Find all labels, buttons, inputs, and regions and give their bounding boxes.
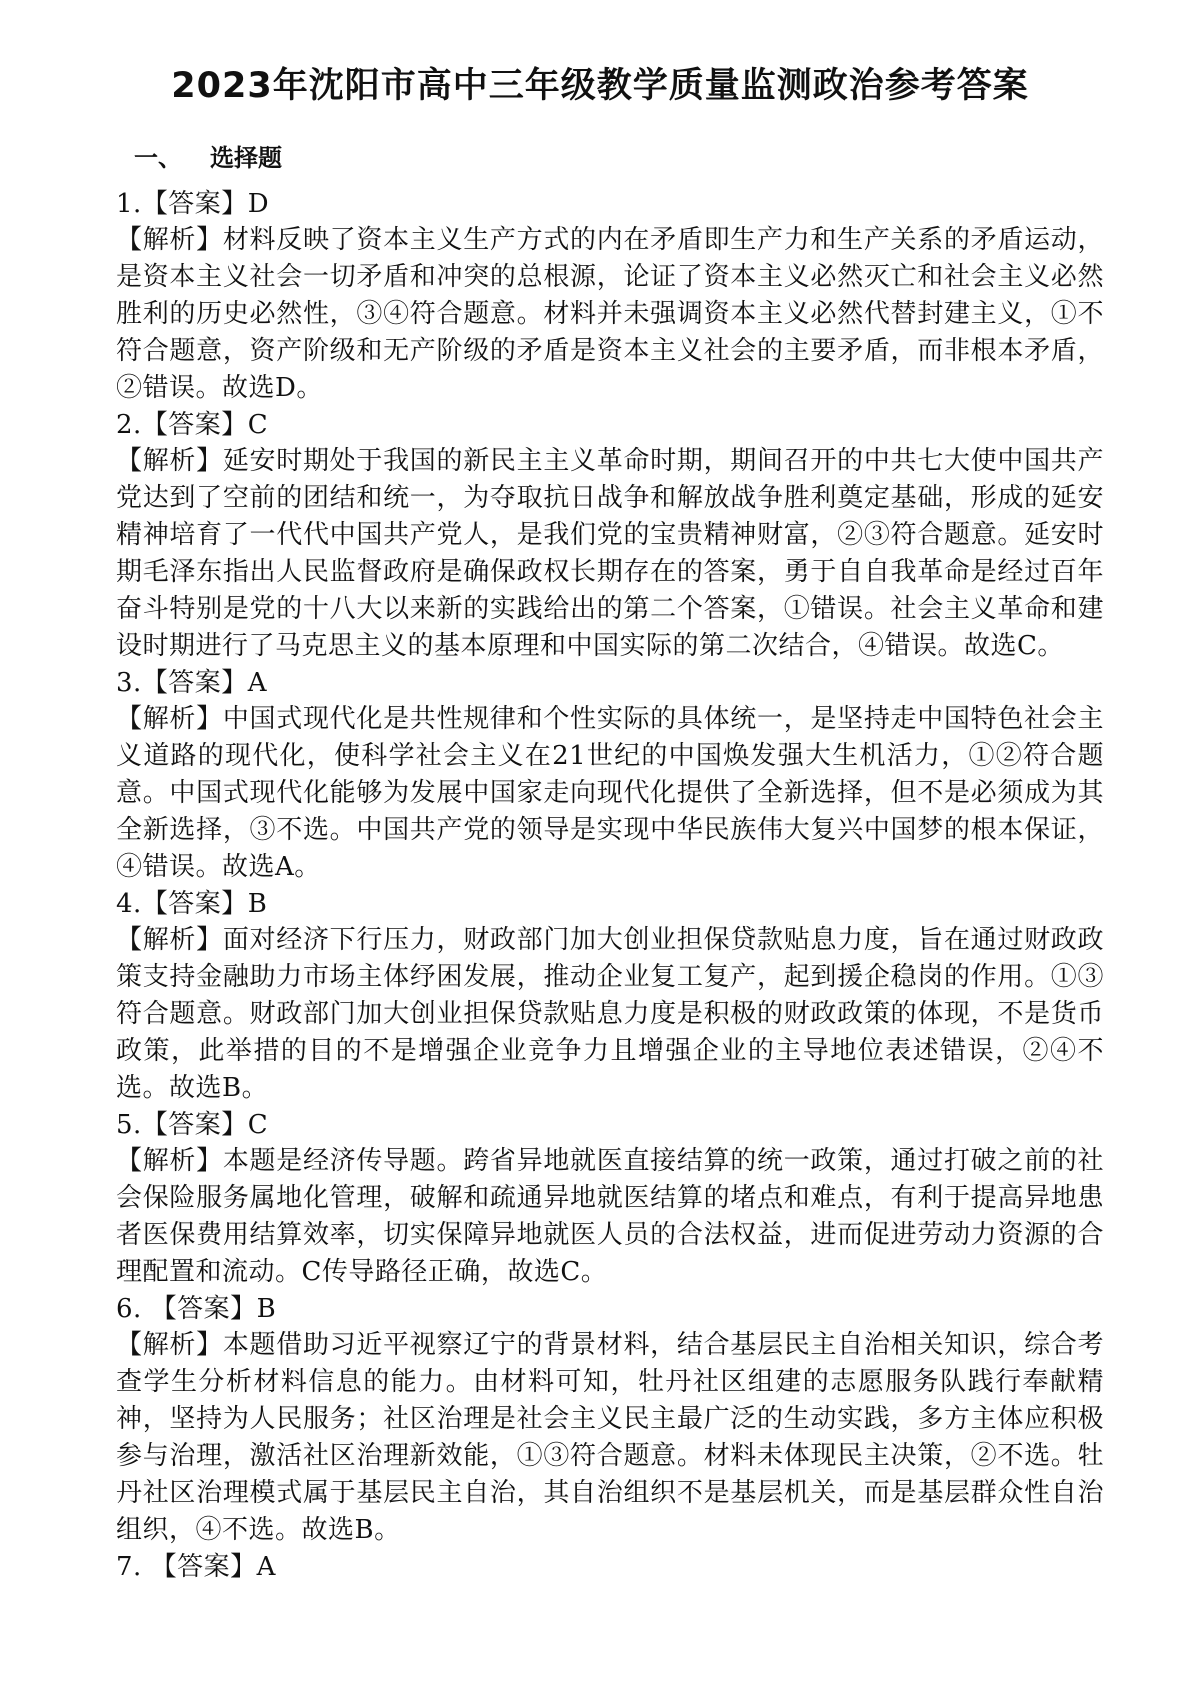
section-heading [134,138,1104,178]
answer-line: 4.【答案】B [116,889,268,919]
question-6 [116,1291,1104,1549]
question-7 [116,1549,1104,1585]
section-number: 一、 [134,144,182,172]
section-label: 选择题 [210,144,282,172]
answer-line: 6. 【答案】B [116,1294,277,1324]
question-1 [116,186,1104,407]
answer-line: 3.【答案】A [116,668,268,698]
answer-line: 7. 【答案】A [116,1552,276,1582]
question-2 [116,407,1104,665]
answer-line: 5.【答案】C [116,1110,269,1140]
answer-line: 2.【答案】C [116,410,269,440]
question-5 [116,1107,1104,1291]
analysis-paragraph: 【解析】本题借助习近平视察辽宁的背景材料，结合基层民主自治相关知识，综合考查学生分析材料信息的能力。由材料可知，牡丹社区组建的志愿服务队践行奉献精神，坚持为人民服务；社区治理是社会主义民主最广泛的生动实践，多方主体应积极参与治理，激活社区治理新效能，①③符合题意。材料未体现民主决策，②不选。牡丹社区治理模式属于基层民主自治，其自治组织不是基层机关，而是基层群众性自治组织，④不选。故选B。 [116,1330,1104,1545]
document-title: 2023年沈阳市高中三年级教学质量监测政治参考答案 [171,66,1029,106]
analysis-paragraph: 【解析】延安时期处于我国的新民主主义革命时期，期间召开的中共七大使中国共产党达到了空前的团结和统一，为夺取抗日战争和解放战争胜利奠定基础，形成的延安精神培育了一代代中国共产党人，是我们党的宝贵精神财富，②③符合题意。延安时期毛泽东指出人民监督政府是确保政权长期存在的答案，勇于自自我革命是经过百年奋斗特别是党的十八大以来新的实践给出的第二个答案，①错误。社会主义革命和建设时期进行了马克思主义的基本原理和中国实际的第二次结合，④错误。故选C。 [116,446,1104,661]
analysis-paragraph: 【解析】本题是经济传导题。跨省异地就医直接结算的统一政策，通过打破之前的社会保险服务属地化管理，破解和疏通异地就医结算的堵点和难点，有利于提高异地患者医保费用结算效率，切实保障异地就医人员的合法权益，进而促进劳动力资源的合理配置和流动。C传导路径正确，故选C。 [116,1146,1104,1287]
analysis-paragraph: 【解析】中国式现代化是共性规律和个性实际的具体统一，是坚持走中国特色社会主义道路的现代化，使科学社会主义在21世纪的中国焕发强大生机活力，①②符合题意。中国式现代化能够为发展中国家走向现代化提供了全新选择，但不是必须成为其全新选择，③不选。中国共产党的领导是实现中华民族伟大复兴中国梦的根本保证，④错误。故选A。 [116,704,1104,882]
answer-line: 1.【答案】D [116,189,270,219]
analysis-paragraph: 【解析】面对经济下行压力，财政部门加大创业担保贷款贴息力度，旨在通过财政政策支持金融助力市场主体纾困发展，推动企业复工复产，起到援企稳岗的作用。①③符合题意。财政部门加大创业担保贷款贴息力度是积极的财政政策的体现，不是货币政策，此举措的目的不是增强企业竞争力且增强企业的主导地位表述错误，②④不选。故选B。 [116,925,1104,1103]
analysis-paragraph: 【解析】材料反映了资本主义生产方式的内在矛盾即生产力和生产关系的矛盾运动，是资本主义社会一切矛盾和冲突的总根源，论证了资本主义必然灭亡和社会主义必然胜利的历史必然性，③④符合题意。材料并未强调资本主义必然代替封建主义，①不符合题意，资产阶级和无产阶级的矛盾是资本主义社会的主要矛盾，而非根本矛盾，②错误。故选D。 [116,225,1104,403]
question-4 [116,886,1104,1107]
question-3 [116,665,1104,886]
